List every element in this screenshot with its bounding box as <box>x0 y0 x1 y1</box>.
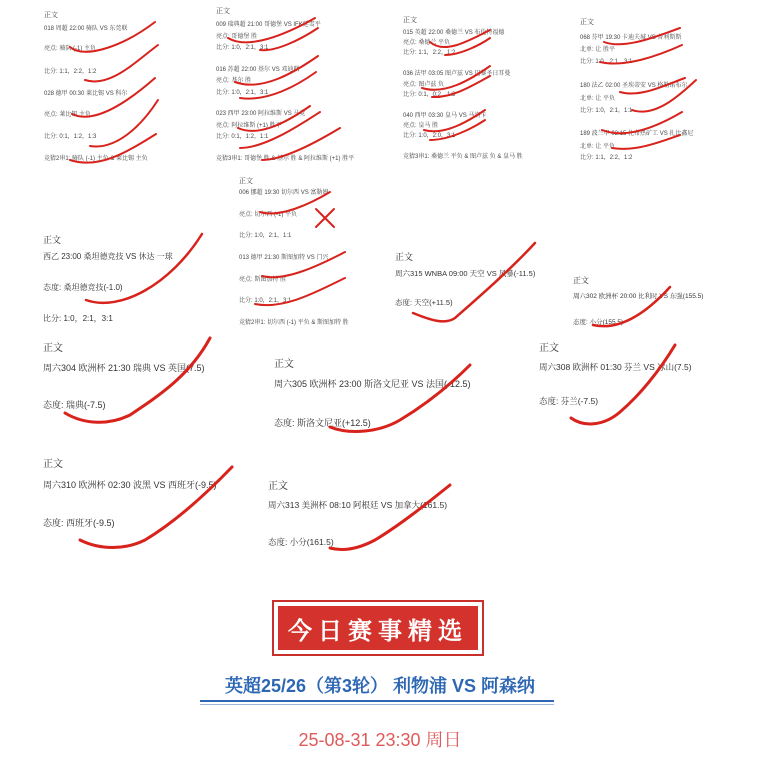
match-line: 周六308 欧洲杯 01:30 芬兰 VS 冰山(7.5) <box>539 362 692 372</box>
check-mark <box>72 78 155 117</box>
pick-line: 北单: 让 胜平 <box>580 47 616 53</box>
pick-line: 亮点: 莱比锡 主负 <box>44 112 92 118</box>
score-line: 比分: 1:1，2:2，1:2 <box>580 155 633 161</box>
divider <box>200 700 554 702</box>
match-line: 周六313 美洲杯 08:10 阿根廷 VS 加拿大(161.5) <box>268 500 448 510</box>
score-line: 比分: 1:0，2:0，3:1 <box>403 133 456 139</box>
pick-line: 亮点: 阿拉维斯 (+1) 胜平 <box>216 123 282 129</box>
check-mark <box>413 243 535 321</box>
check-mark <box>240 112 320 148</box>
featured-match-title: 英超25/26（第3轮） 利物浦 VS 阿森纳 <box>224 676 536 696</box>
pick-line: 亮点: 图卢兹 负 <box>403 82 445 88</box>
match-line: 009 瑞典超 21:00 哥德堡 VS IFK延雪平 <box>216 22 321 28</box>
card-heading: 正文 <box>580 19 594 26</box>
check-mark <box>571 345 675 424</box>
parlay-line: 竞猜3串1: 桑德兰 平负 & 图卢兹 负 & 皇马 胜 <box>403 154 523 160</box>
pick-line: 态度: 天空(+11.5) <box>395 298 453 307</box>
pick-line: 态度: 小分(155.5) <box>573 319 624 326</box>
check-mark <box>330 485 450 550</box>
match-line: 周六302 欧洲杯 20:00 比利时 VS 东强(155.5) <box>573 293 704 300</box>
score-line: 比分: 1:0，2:1，3:1 <box>580 59 633 65</box>
pick-line: 亮点: 斯图加特 胜 <box>239 277 287 283</box>
card-heading: 正文 <box>216 8 230 15</box>
card-heading: 正文 <box>43 343 63 354</box>
check-mark <box>612 135 680 149</box>
score-line: 比分: 1:0，2:1，1:1 <box>580 108 633 114</box>
score-line: 比分: 0:1，0:2，1:3 <box>403 92 456 98</box>
match-line: 040 西甲 03:30 皇马 VS 马洛卡 <box>403 113 487 119</box>
score-line: 比分: 0:1，1:2，1:1 <box>216 134 269 140</box>
score-line: 比分: 1:0，2:1，3:1 <box>239 298 292 304</box>
score-line: 比分: 1:0，2:1，3:1 <box>216 90 269 96</box>
match-line: 036 法甲 03:05 图卢兹 VS 巴黎圣日耳曼 <box>403 71 511 77</box>
parlay-line: 竞猜2串1: 骑队 (-1) 主负 & 莱比锡 主负 <box>44 156 148 162</box>
card-heading: 正文 <box>43 459 63 470</box>
parlay-line: 竞猜3串1: 哥德堡 胜 & 基尔 胜 & 阿拉维斯 (+1) 胜平 <box>216 156 355 162</box>
pick-line: 亮点: 皇马 胜 <box>403 123 439 129</box>
card-heading: 正文 <box>44 12 58 19</box>
match-line: 189 波兰甲 02:15 扎布热矿工 VS 扎比鑫尼 <box>580 131 694 137</box>
pick-line: 态度: 斯洛文尼亚(+12.5) <box>274 418 371 428</box>
match-line: 018 周超 22:00 骑队 VS 东莞联 <box>44 26 128 32</box>
pick-line: 北单: 让 平负 <box>580 144 616 150</box>
pick-line: 态度: 瑞典(-7.5) <box>43 400 106 410</box>
score-line: 比分: 1:0，2:1，3:1 <box>43 314 113 323</box>
pick-line: 亮点: 基尔 胜 <box>216 78 252 84</box>
match-line: 周六305 欧洲杯 23:00 斯洛文尼亚 VS 法国(-12.5) <box>274 379 471 389</box>
cross-mark <box>316 209 334 227</box>
match-line: 013 德甲 21:30 斯图加特 VS 门兴 <box>239 255 329 261</box>
pick-line: 亮点: 切尔西 (-1) 平负 <box>239 212 297 218</box>
pick-line: 态度: 桑坦德竞技(-1.0) <box>43 283 123 292</box>
match-line: 西乙 23:00 桑坦德竞技 VS 休达 一球 <box>43 252 173 261</box>
match-line: 180 法乙 02:00 圣埃蒂安 VS 格勒诺布尔 <box>580 83 688 89</box>
match-line: 006 挪超 19:30 切尔西 VS 富勒姆 <box>239 190 329 196</box>
card-heading: 正文 <box>395 252 414 262</box>
score-line: 比分: 1:1，2:2，1:2 <box>44 69 97 75</box>
score-line: 比分: 1:0，2:1，1:1 <box>239 233 292 239</box>
featured-match-time: 25-08-31 23:30 周日 <box>298 730 462 750</box>
match-line: 周六315 WNBA 09:00 天空 VS 风暴(-11.5) <box>395 269 536 278</box>
match-line: 023 西甲 23:00 阿拉维斯 VS 马竞 <box>216 111 306 117</box>
pick-line: 态度: 西班牙(-9.5) <box>43 518 115 528</box>
pick-line: 北单: 让 平负 <box>580 96 616 102</box>
pick-line: 亮点: 桑德兰 平负 <box>403 40 451 46</box>
card-heading: 正文 <box>239 178 253 185</box>
match-line: 016 苏超 22:00 基尔 VS 邓迪联 <box>216 67 300 73</box>
card-heading: 正文 <box>573 276 589 285</box>
card-heading: 正文 <box>268 481 288 492</box>
pick-line: 亮点: 骑队 (-1) 主负 <box>44 46 96 52</box>
check-mark <box>260 28 318 50</box>
match-line: 周六310 欧洲杯 02:30 波黑 VS 西班牙(-9.5) <box>43 480 217 490</box>
match-line: 068 芬甲 19:30 卡迪夫城 VS 普利斯斯 <box>580 35 682 41</box>
pick-line: 态度: 小分(161.5) <box>268 537 334 547</box>
card-heading: 正文 <box>539 343 559 354</box>
score-line: 比分: 0:1，1:2，1:3 <box>44 134 97 140</box>
pick-line: 态度: 芬兰(-7.5) <box>539 396 599 406</box>
score-line: 比分: 1:0，2:1，3:1 <box>216 45 269 51</box>
card-heading: 正文 <box>403 17 417 24</box>
match-line: 周六304 欧洲杯 21:30 瑞典 VS 英国(7.5) <box>43 363 205 373</box>
parlay-line: 竞猜2串1: 切尔西 (-1) 平负 & 斯图加特 胜 <box>239 320 349 326</box>
divider <box>200 704 554 705</box>
card-heading: 正文 <box>274 359 294 370</box>
match-line: 015 英超 22:00 桑德兰 VS 布伦特福德 <box>403 30 505 36</box>
card-heading: 正文 <box>43 235 62 245</box>
today-picks-banner <box>272 600 484 656</box>
banner-label: 今日赛事精选 <box>278 606 478 650</box>
check-mark <box>90 100 158 146</box>
pick-line: 亮点: 哥德堡 胜 <box>216 34 258 40</box>
match-line: 028 德甲 00:30 莱比锡 VS 科尔 <box>44 91 128 97</box>
score-line: 比分: 1:1，2:2，1:2 <box>403 50 456 56</box>
